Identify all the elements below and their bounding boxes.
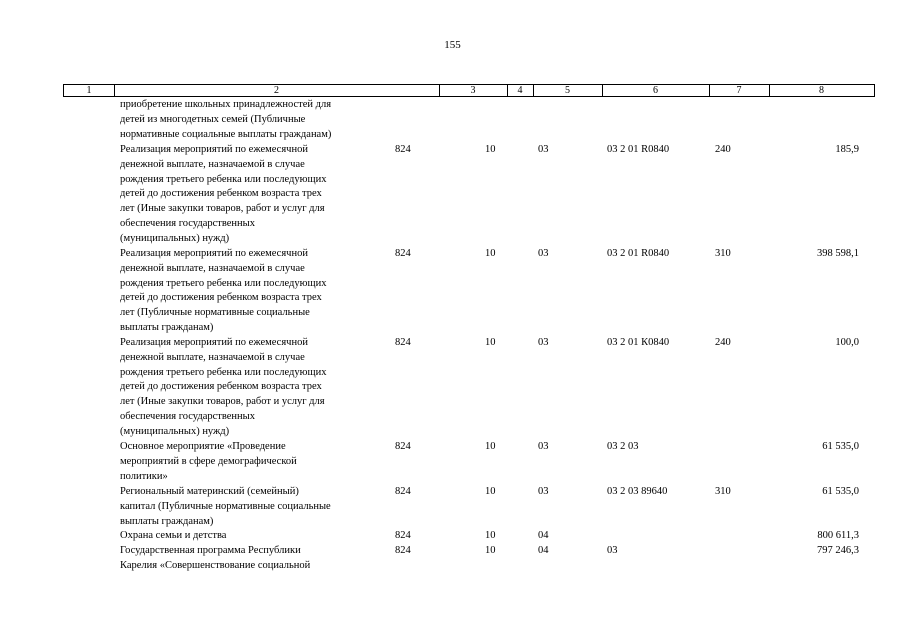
row-target-article: 03 2 01 К0840 [607, 337, 670, 348]
row-target-article: 03 2 01 R0840 [607, 248, 670, 259]
row-target-article: 03 [607, 545, 618, 556]
row-subsection: 04 [538, 545, 549, 556]
row-section: 10 [485, 337, 496, 348]
row-expense-type: 310 [715, 486, 731, 497]
header-col-4: 4 [517, 85, 523, 96]
header-col-3: 3 [470, 85, 476, 96]
row-amount: 800 611,3 [817, 530, 859, 541]
row-section: 10 [485, 530, 496, 541]
row-subsection: 03 [538, 337, 549, 348]
row-expense-type: 240 [715, 337, 731, 348]
row-section: 10 [485, 545, 496, 556]
header-col-1: 1 [86, 85, 92, 96]
row-ministry-code: 824 [395, 248, 411, 259]
row-subsection: 03 [538, 248, 549, 259]
header-col-7: 7 [736, 85, 742, 96]
row-name: Реализация мероприятий по ежемесячной денежной выплате, назначаемой в случае рождения третьего ребенка или последующих детей до достижения ребенком возраста трех лет (Иные закупки товаров, работ и услуг для обеспечения государственных (муниципальных) нужд) [120, 337, 327, 437]
row-amount: 61 535,0 [822, 486, 859, 497]
table-header-row [63, 84, 875, 97]
row-target-article: 03 2 03 89640 [607, 486, 668, 497]
header-col-5: 5 [565, 85, 570, 96]
header-col-2: 2 [274, 85, 279, 96]
row-ministry-code: 824 [395, 530, 411, 541]
row-name: Основное мероприятие «Проведение мероприятий в сфере демографической политики» [120, 441, 297, 482]
row-amount: 797 246,3 [817, 545, 859, 556]
row-amount: 185,9 [835, 144, 859, 155]
row-name: Реализация мероприятий по ежемесячной денежной выплате, назначаемой в случае рождения третьего ребенка или последующих детей до достижения ребенком возраста трех лет (Иные закупки товаров, работ и услуг для обеспечения государственных (муниципальных) нужд) [120, 144, 327, 244]
row-ministry-code: 824 [395, 545, 411, 556]
row-subsection: 03 [538, 486, 549, 497]
row-name: Региональный материнский (семейный) капитал (Публичные нормативные социальные выплаты гражданам) [120, 486, 331, 527]
row-name: Государственная программа Республики Карелия «Совершенствование социальной [120, 545, 311, 571]
row-amount: 61 535,0 [822, 441, 859, 452]
row-subsection: 03 [538, 441, 549, 452]
row-target-article: 03 2 01 R0840 [607, 144, 670, 155]
row-section: 10 [485, 144, 496, 155]
row-section: 10 [485, 486, 496, 497]
header-col-6: 6 [653, 85, 658, 96]
row-expense-type: 310 [715, 248, 731, 259]
page-number: 155 [444, 39, 461, 51]
row-amount: 100,0 [835, 337, 859, 348]
header-col-8: 8 [819, 85, 824, 96]
row-ministry-code: 824 [395, 144, 411, 155]
row-name: Охрана семьи и детства [120, 530, 227, 541]
row-ministry-code: 824 [395, 441, 411, 452]
row-ministry-code: 824 [395, 337, 411, 348]
row-target-article: 03 2 03 [607, 441, 639, 452]
row-name: приобретение школьных принадлежностей для детей из многодетных семей (Публичные нормативные социальные выплаты гражданам) [120, 99, 332, 140]
row-subsection: 04 [538, 530, 549, 541]
row-name: Реализация мероприятий по ежемесячной денежной выплате, назначаемой в случае рождения третьего ребенка или последующих детей до достижения ребенком возраста трех лет (Публичные нормативные социальные выплаты гражданам) [120, 248, 327, 333]
row-ministry-code: 824 [395, 486, 411, 497]
row-expense-type: 240 [715, 144, 731, 155]
row-subsection: 03 [538, 144, 549, 155]
row-section: 10 [485, 441, 496, 452]
row-section: 10 [485, 248, 496, 259]
row-amount: 398 598,1 [817, 248, 859, 259]
